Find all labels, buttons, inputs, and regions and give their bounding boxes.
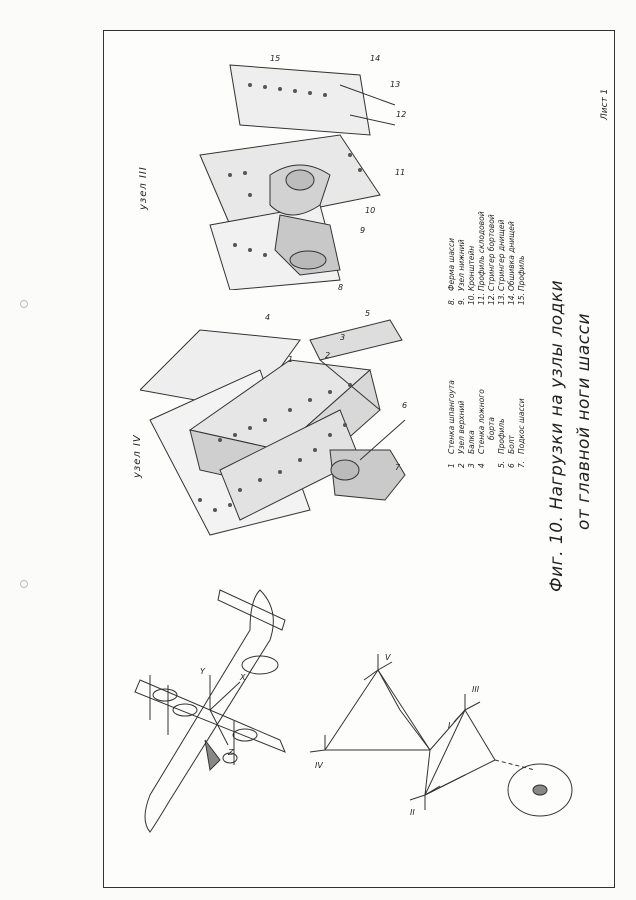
binder-hole — [20, 580, 28, 588]
callout-iii-15: 15 — [270, 55, 281, 63]
node-iii-diagram-label: III — [472, 685, 480, 694]
callout-iv-4: 4 — [265, 313, 271, 322]
legend-item: 14.Обшивка днищей — [507, 221, 516, 305]
legend-item: 2Узел верхний — [457, 400, 466, 468]
callout-iii-8: 8 — [338, 283, 344, 290]
node-iv-assembly-drawing — [140, 300, 410, 540]
legend-item: 13.Стрингер днищей — [497, 219, 506, 305]
node-ii-diagram-label: II — [410, 808, 415, 817]
legend-item: 8.Ферма шасси — [447, 237, 456, 305]
legend-item: 11.Профиль склодовой — [477, 211, 486, 305]
axis-y-label: Y — [200, 667, 205, 676]
callout-iv-3: 3 — [340, 333, 346, 342]
figure-title-line2: от главной ноги шасси — [574, 312, 594, 530]
node-v-diagram-label: V — [385, 653, 391, 662]
node-i-diagram-label: I — [448, 721, 451, 730]
legend-item: 15.Профиль — [517, 255, 526, 305]
callout-iii-13: 13 — [390, 80, 401, 89]
legend-item: 6Болт — [507, 435, 516, 468]
callout-iv-5: 5 — [365, 309, 371, 318]
legend-item: 4Стенка ложного — [477, 389, 486, 468]
node-iv-label: узел IV — [132, 434, 143, 478]
callout-iii-14: 14 — [370, 55, 381, 63]
legend-item: 9.Узел нижний — [457, 239, 466, 305]
callout-iii-12: 12 — [396, 110, 407, 119]
legend-item: 5.Профиль — [497, 418, 506, 468]
node-iv-diagram-label: IV — [315, 761, 323, 770]
callout-iv-6: 6 — [402, 401, 408, 410]
callout-iii-10: 10 — [365, 206, 376, 215]
legend-item: 1Стенка шпангоута — [447, 380, 456, 468]
binder-hole — [20, 300, 28, 308]
callout-iv-2: 2 — [325, 351, 331, 360]
callout-iii-11: 11 — [395, 168, 406, 177]
landing-gear-load-diagram — [290, 640, 610, 840]
sheet-label: Лист 1 — [600, 88, 610, 120]
aircraft-sketch — [110, 570, 290, 840]
legend-item: 10.Кронштейн — [467, 245, 476, 305]
legend-item: 7.Подкос шасси — [517, 398, 526, 468]
node-iii-assembly-drawing — [190, 55, 410, 290]
legend-item: 3Балка — [467, 430, 476, 468]
legend-item: 12.Стрингер бортовой — [487, 214, 496, 305]
axis-x-label: X — [240, 673, 246, 682]
figure-title-line1: Фиг. 10. Нагрузки на узлы лодки — [547, 279, 567, 592]
callout-iii-9: 9 — [360, 226, 366, 235]
callout-iv-7: 7 — [395, 463, 401, 472]
callout-iv-1: 1 — [288, 355, 294, 364]
legend-item: борта — [487, 417, 496, 440]
axis-z-label: Z — [228, 748, 234, 757]
node-iii-label: узел III — [138, 166, 149, 210]
